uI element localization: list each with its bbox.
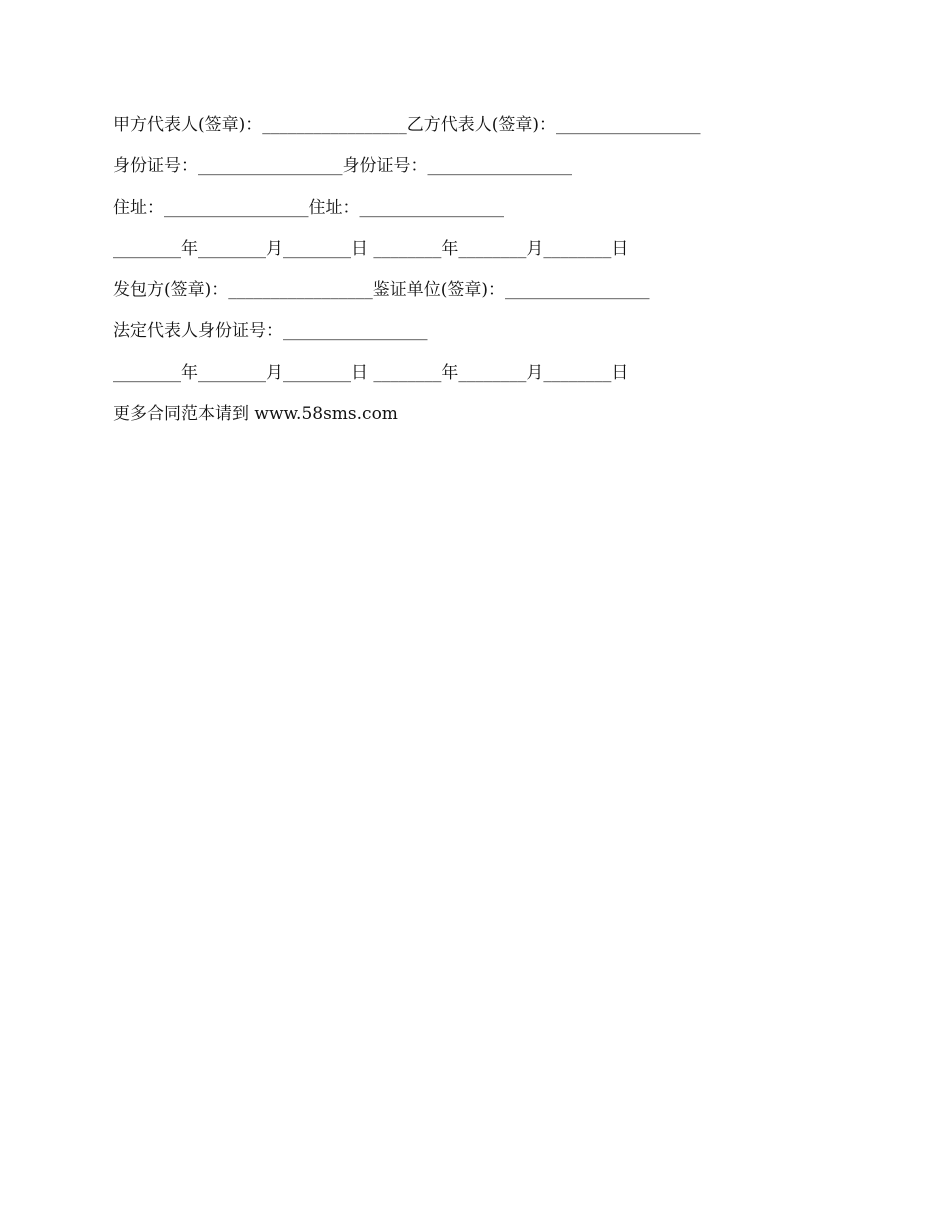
contractor-certifier-signature-line: 发包方(签章)：_________________鉴证单位(签章)：_________________ — [113, 280, 650, 300]
date-line-2: ________年________月________日 ________年________月________日 — [113, 363, 629, 383]
id-number-line: 身份证号：_________________身份证号：_________________ — [113, 156, 572, 176]
party-a-b-representative-signature-line: 甲方代表人(签章)：_________________乙方代表人(签章)：_________________ — [113, 115, 701, 135]
more-templates-footer: 更多合同范本请到 www.58sms.com — [113, 404, 398, 424]
date-line-1: ________年________月________日 ________年________月________日 — [113, 239, 629, 259]
address-line: 住址：_________________住址：_________________ — [113, 198, 504, 218]
legal-representative-id-line: 法定代表人身份证号：_________________ — [113, 321, 428, 341]
